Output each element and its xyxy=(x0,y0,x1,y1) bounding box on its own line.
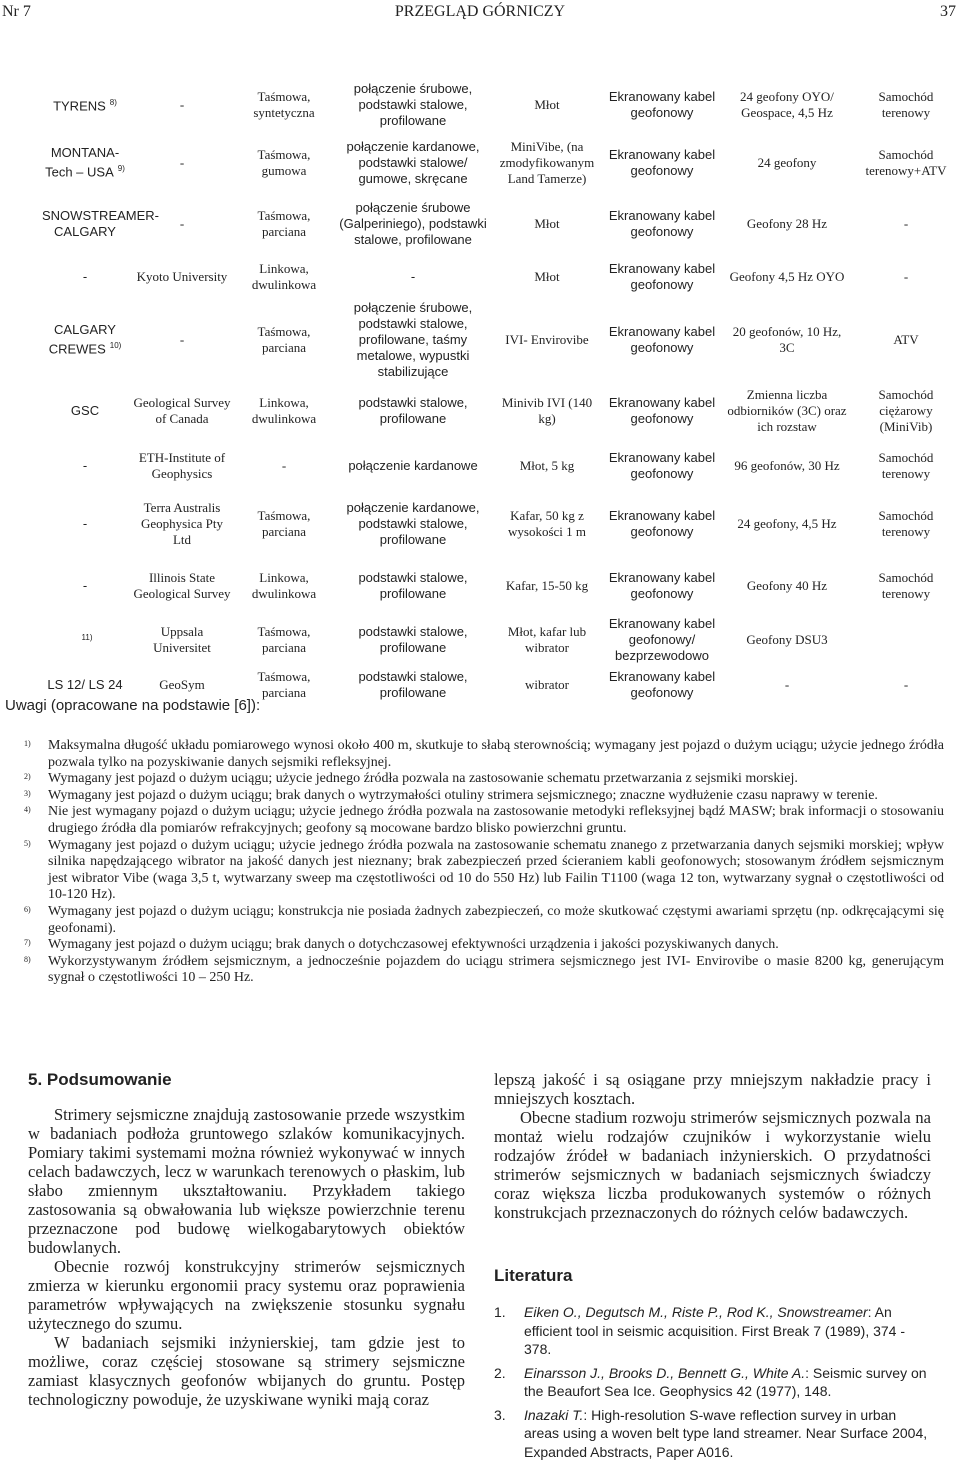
page-header xyxy=(0,3,960,25)
cell-streamer-type xyxy=(234,615,334,665)
cell-geophones xyxy=(722,74,852,135)
cell-institution xyxy=(130,440,234,492)
cell-text: podstawki stalowe, profilowane xyxy=(358,624,468,655)
cell-text: Geofony 4,5 Hz OYO xyxy=(729,269,845,284)
cell-text: Samochód terenowy xyxy=(878,450,934,481)
cell-text: Młot, kafar lub wibrator xyxy=(507,624,587,655)
cell-text: IVI- Envirovibe xyxy=(505,331,589,347)
cell-vehicle xyxy=(852,297,960,382)
cell-text: Kafar, 50 kg z wysokości 1 m xyxy=(508,508,586,539)
cell-institution xyxy=(130,74,234,135)
cell-text: - xyxy=(82,269,88,284)
cell-source xyxy=(492,556,602,615)
cell-geophone-mount xyxy=(334,297,492,382)
cell-geophones xyxy=(722,297,852,382)
cell-text: - xyxy=(903,269,909,284)
cell-text: - xyxy=(784,677,790,692)
cell-geophone-mount xyxy=(334,190,492,257)
cell-text: Samochód terenowy xyxy=(878,508,934,539)
cell-text: Ekranowany kabel geofonowy xyxy=(608,508,716,539)
cell-text: ATV xyxy=(893,331,919,347)
cell-source xyxy=(492,492,602,556)
cell-text: 24 geofony OYO/ Geospace, 4,5 Hz xyxy=(740,88,834,120)
cell-text: Geofony 28 Hz xyxy=(746,215,828,231)
cell-text: Uppsala Universitet xyxy=(153,624,211,655)
cell-text: Geofony 40 Hz xyxy=(746,577,828,593)
cell-text: wibrator xyxy=(524,677,570,692)
cell-text: TYRENS xyxy=(53,98,106,114)
journal-title: PRZEGLĄD GÓRNICZY xyxy=(394,3,566,20)
cell-streamer-type xyxy=(234,492,334,556)
footnote-text: Maksymalna długość układu pomiarowego wynosi około 400 m, skutkuje to słabą sterownością; wymagany jest pojazd o dużym uciągu; użycie jednego źródła pozwala tylko na pozyskiwanie danych sejsmiki refleksyjnej. xyxy=(48,738,944,770)
cell-vehicle xyxy=(852,665,960,705)
cell-system xyxy=(40,440,130,492)
cell-geophone-mount xyxy=(334,492,492,556)
cell-streamer-type xyxy=(234,556,334,615)
cell-source xyxy=(492,190,602,257)
footnote-text: Nie jest wymagany pojazd o dużym uciągu; użycie jednego źródła pozwala na zastosowanie metodyki refleksyjnej bądź MASW; brak informacji o stosowaniu drugiego źródła dla pomiarów refrakcyjnych; geofony są mocowane bardzo blisko powierzchni gruntu. xyxy=(48,804,944,836)
cell-text: MONTANA-Tech – USA xyxy=(45,144,120,180)
cell-geophone-mount xyxy=(334,440,492,492)
cell-geophones xyxy=(722,492,852,556)
cell-system xyxy=(40,190,159,257)
left-paragraphs xyxy=(28,1105,465,1409)
cell-text: połączenie śrubowe, podstawki stalowe, profilowane, taśmy metalowe, wypustki stabilizujące xyxy=(353,299,473,379)
cell-geophone-mount xyxy=(334,257,492,297)
footnote-ref: 11) xyxy=(81,633,93,643)
footnote xyxy=(24,771,944,788)
cell-text: 24 geofony xyxy=(757,154,817,170)
cell-text: Taśmowa, parciana xyxy=(257,624,311,655)
cell-text: Linkowa, dwulinkowa xyxy=(251,261,317,292)
footnote xyxy=(24,954,944,987)
footnote-number: 8) xyxy=(24,954,31,964)
cell-source xyxy=(492,665,602,705)
cell-text: - xyxy=(179,154,185,170)
cell-text: Ekranowany kabel geofonowy xyxy=(608,88,716,120)
cell-text: połączenie kardanowe, podstawki stalowe/ gumowe, skręcane xyxy=(346,138,480,186)
literature-title: Literatura xyxy=(494,1266,573,1285)
cell-text: 96 geofonów, 30 Hz xyxy=(734,458,840,473)
cell-vehicle xyxy=(852,135,960,190)
cell-text: - xyxy=(903,677,909,692)
cell-text: Ekranowany kabel geofonowy xyxy=(608,146,716,178)
cell-source xyxy=(492,257,602,297)
cell-system xyxy=(40,257,130,297)
reference xyxy=(494,1303,931,1359)
reference-authors: Eiken O., Degutsch M., Riste P., Rod K., Snowstreamer xyxy=(524,1304,868,1320)
cell-text: Taśmowa, gumowa xyxy=(257,146,311,178)
cell-text: - xyxy=(179,331,185,347)
cell-geophones xyxy=(722,135,852,190)
reference-number: 3. xyxy=(494,1406,506,1423)
paragraph: Strimery sejsmiczne znajdują zastosowanie przede wszystkim w badaniach podłoża gruntowego szlaków komunikacyjnych. Pomiary takimi systemami można również wykonywać w innych celach badawczych, lecz w warunkach terenowych o płaskim, lub słabo zmiennym ukształtowaniu. Przykładem takiego zastosowania są obwałowania lub większe powierzchnie terenu przeznaczone pod budowę wielkogabarytowych obiektów budowlanych. xyxy=(28,1105,465,1257)
reference-text: : High-resolution S-wave reflection survey in urban areas using a woven belt type land streamer. Near Surface 2004, Expanded Abstracts, Paper A016. xyxy=(524,1406,928,1460)
footnote xyxy=(24,804,944,837)
cell-vehicle xyxy=(852,492,960,556)
cell-geophone-mount xyxy=(334,382,492,440)
cell-text: - xyxy=(281,458,287,473)
cell-cable xyxy=(602,74,722,135)
cell-cable xyxy=(602,665,722,705)
cell-streamer-type xyxy=(234,382,334,440)
cell-text: - xyxy=(82,458,88,473)
cell-source xyxy=(492,297,602,382)
footnote xyxy=(24,738,944,771)
table-row xyxy=(40,190,960,257)
reference-text: : Seismic survey on the Beaufort Sea Ice. Geophysics 42 (1977), 148. xyxy=(524,1364,927,1399)
issue-number: Nr 7 xyxy=(2,3,31,20)
reference-authors: Inazaki T. xyxy=(524,1406,584,1423)
footnote-number: 4) xyxy=(24,805,31,815)
cell-institution xyxy=(130,556,234,615)
cell-text: SNOWSTREAMER-CALGARY xyxy=(42,207,159,239)
cell-text: Kyoto University xyxy=(136,269,228,284)
cell-text: Ekranowany kabel geofonowy xyxy=(608,569,716,601)
footnote-text: Wymagany jest pojazd o dużym uciągu; brak danych o dotychczasowej efektywności urządzenia i jakości pozyskiwanych danych. xyxy=(48,937,779,953)
footnote-text: Wymagany jest pojazd o dużym uciągu; użycie jednego źródła pozwala na zastosowanie schematu znanego z przetwarzania danych sejsmiki morskiej; wpływ silnika napędzającego wibrator na jakość danych jest nieznany; brak zabezpieczeń przed ścieraniem kabli geofonowych; stosowanym źródłem sejsmicznym jest wibrator Vibe (waga 3,5 t, wytwarzany sweep ma częstotliwości od 10 do 550 Hz) lub Failin T1100 (waga 12 ton, wytwarzany sygnał o częstotliwości od 10-120 Hz). xyxy=(48,837,944,903)
footnotes xyxy=(24,738,944,987)
footnote-number: 2) xyxy=(24,772,31,782)
footnote xyxy=(24,788,944,805)
cell-cable xyxy=(602,440,722,492)
cell-text: MiniVibe, (na zmodyfikowanym Land Tamerze) xyxy=(499,138,595,186)
reference-number: 1. xyxy=(494,1304,506,1320)
paragraph: Obecnie rozwój konstrukcyjny strimerów sejsmicznych zmierza w kierunku ergonomii pracy systemu oraz poprawienia parametrów wpływających na zwiększenie stosunku sygnału użytecznego do szumu. xyxy=(28,1257,465,1333)
cell-institution xyxy=(130,297,234,382)
cell-source xyxy=(492,440,602,492)
cell-system xyxy=(40,135,130,190)
footnote-number: 1) xyxy=(24,739,31,748)
cell-geophones xyxy=(722,556,852,615)
footnote-number: 6) xyxy=(24,904,31,914)
cell-vehicle xyxy=(852,615,960,665)
cell-text: ETH-Institute of Geophysics xyxy=(138,450,226,481)
cell-vehicle xyxy=(852,257,960,297)
cell-vehicle xyxy=(852,382,960,440)
cell-text: podstawki stalowe, profilowane xyxy=(358,395,468,426)
cell-vehicle xyxy=(852,440,960,492)
cell-text: Illinois State Geological Survey xyxy=(133,569,231,601)
cell-text: Młot xyxy=(534,269,560,284)
cell-text: Taśmowa, parciana xyxy=(257,669,311,700)
paragraph: W badaniach sejsmiki inżynierskiej, tam gdzie jest to możliwe, coraz częściej stosowane są strimery sejsmiczne zamiast klasycznych geofonów wbijanych do gruntu. Postęp technologiczny powoduje, że uzyskiwane wyniki mają coraz xyxy=(28,1333,465,1409)
cell-text: Ekranowany kabel geofonowy xyxy=(608,395,716,426)
cell-system xyxy=(40,297,130,382)
cell-cable xyxy=(602,615,722,665)
cell-text: Linkowa, dwulinkowa xyxy=(251,395,317,426)
cell-geophones xyxy=(722,440,852,492)
cell-text: Samochód terenowy xyxy=(878,88,934,120)
table-row xyxy=(40,257,960,297)
table-body xyxy=(40,74,960,705)
cell-text: Kafar, 15-50 kg xyxy=(505,577,589,593)
cell-text: Młot xyxy=(534,215,560,231)
cell-streamer-type xyxy=(234,297,334,382)
footnote-number: 5) xyxy=(24,838,31,848)
cell-cable xyxy=(602,135,722,190)
footnote-number: 7) xyxy=(24,938,31,948)
cell-text: Ekranowany kabel geofonowy xyxy=(608,207,716,239)
cell-text: Geofony DSU3 xyxy=(746,632,828,647)
cell-geophones xyxy=(722,615,852,665)
cell-text: - xyxy=(82,516,88,531)
cell-vehicle xyxy=(852,556,960,615)
cell-institution xyxy=(130,492,234,556)
table-row xyxy=(40,74,960,135)
cell-text: 24 geofony, 4,5 Hz xyxy=(737,516,837,531)
footnote xyxy=(24,937,944,954)
cell-text: podstawki stalowe, profilowane xyxy=(358,569,468,601)
cell-geophone-mount xyxy=(334,665,492,705)
cell-text: Zmienna liczba odbiorników (3C) oraz ich rozstaw xyxy=(727,387,847,434)
cell-text: - xyxy=(179,96,185,112)
cell-institution xyxy=(130,190,234,257)
cell-source xyxy=(492,382,602,440)
cell-text: Samochód ciężarowy (MiniVib) xyxy=(878,387,934,434)
reference xyxy=(494,1406,931,1462)
notes-heading: Uwagi (opracowane na podstawie [6]): xyxy=(5,697,261,714)
cell-text: Młot xyxy=(534,96,560,112)
cell-text: Ekranowany kabel geofonowy xyxy=(608,669,716,700)
cell-cable xyxy=(602,257,722,297)
reference-list xyxy=(494,1303,931,1461)
cell-system xyxy=(40,74,130,135)
cell-text: GeoSym xyxy=(159,677,205,692)
right-paragraphs xyxy=(494,1108,931,1222)
cell-institution xyxy=(130,135,234,190)
cell-text: - xyxy=(179,215,185,231)
cell-text: CALGARY CREWES xyxy=(48,321,116,357)
cell-text: - xyxy=(903,215,909,231)
cell-text: Młot, 5 kg xyxy=(519,458,575,473)
cell-geophone-mount xyxy=(334,556,492,615)
cell-geophone-mount xyxy=(334,615,492,665)
cell-streamer-type xyxy=(234,440,334,492)
cell-streamer-type xyxy=(234,190,334,257)
cell-geophones xyxy=(722,382,852,440)
footnote-ref: 8) xyxy=(109,97,117,107)
cell-text: podstawki stalowe, profilowane xyxy=(358,669,468,700)
cell-text: Terra Australis Geophysica Pty Ltd xyxy=(141,500,223,547)
footnote-text: Wymagany jest pojazd o dużym uciągu; konstrukcja nie posiada żadnych zabezpieczeń, co może skutkować częstymi awariami sprzętu (np. odkręcającymi się geofonami). xyxy=(48,903,944,936)
footnote-number: 3) xyxy=(24,788,31,798)
cell-source xyxy=(492,135,602,190)
cell-text: Geological Survey of Canada xyxy=(133,395,231,426)
cell-cable xyxy=(602,297,722,382)
cell-system xyxy=(40,382,130,440)
left-column xyxy=(28,1070,465,1409)
continuation-paragraph: lepszą jakość i są osiągane przy mniejszym nakładzie pracy i mniejszych kosztach. xyxy=(494,1070,931,1108)
cell-streamer-type xyxy=(234,74,334,135)
footnote-ref: 9) xyxy=(117,163,125,173)
reference xyxy=(494,1364,931,1401)
streamer-comparison-table xyxy=(40,74,960,705)
cell-institution xyxy=(130,615,234,665)
cell-vehicle xyxy=(852,190,960,257)
footnote-text: Wymagany jest pojazd o dużym uciągu; użycie jednego źródła pozwala na zastosowanie schematu przetwarzania z sejsmiki morskiej. xyxy=(48,771,798,787)
cell-cable xyxy=(602,492,722,556)
cell-text: Linkowa, dwulinkowa xyxy=(251,569,317,601)
table-row xyxy=(40,615,960,665)
cell-geophone-mount xyxy=(334,74,492,135)
cell-text: Taśmowa, parciana xyxy=(257,323,311,355)
cell-text: - xyxy=(82,577,88,593)
cell-text: Ekranowany kabel geofonowy xyxy=(608,323,716,355)
cell-geophone-mount xyxy=(334,135,492,190)
footnote xyxy=(24,838,944,904)
page-number: 37 xyxy=(940,3,956,20)
cell-text: Ekranowany kabel geofonowy/ bezprzewodowo xyxy=(608,616,716,663)
cell-text: Minivib IVI (140 kg) xyxy=(501,395,593,426)
cell-text: Taśmowa, parciana xyxy=(257,207,311,239)
cell-text: Ekranowany kabel geofonowy xyxy=(608,450,716,481)
paragraph: Obecne stadium rozwoju strimerów sejsmicznych pozwala na montaż wielu rodzajów czujników i wykorzystanie wielu rodzajów źródeł w badaniach inżynierskich. O przydatności strimerów sejsmicznych w badaniach sejsmicznych świadczy coraz większa liczba produkowanych systemów o różnych konstrukcjach przeznaczonych do różnych celów badawczych. xyxy=(494,1108,931,1222)
reference-text: : An efficient tool in seismic acquisition. First Break 7 (1989), 374 - 378. xyxy=(524,1304,906,1357)
cell-geophones xyxy=(722,257,852,297)
cell-geophones xyxy=(722,665,852,705)
table-row xyxy=(40,556,960,615)
cell-text: połączenie śrubowe, podstawki stalowe, profilowane xyxy=(353,80,473,128)
footnote-ref: 10) xyxy=(109,340,122,350)
cell-text: Samochód terenowy+ATV xyxy=(865,146,947,178)
table-row xyxy=(40,135,960,190)
table-row xyxy=(40,440,960,492)
table-row xyxy=(40,382,960,440)
section-title: 5. Podsumowanie xyxy=(28,1070,172,1089)
cell-system xyxy=(40,615,130,665)
cell-text: połączenie kardanowe xyxy=(348,458,478,473)
reference-authors: Einarsson J., Brooks D., Bennett G., White A. xyxy=(524,1364,806,1381)
cell-text: Ekranowany kabel geofonowy xyxy=(608,261,716,292)
table-row xyxy=(40,297,960,382)
cell-streamer-type xyxy=(234,135,334,190)
cell-text: GSC xyxy=(70,403,100,418)
cell-cable xyxy=(602,382,722,440)
cell-vehicle xyxy=(852,74,960,135)
cell-institution xyxy=(130,257,234,297)
footnote xyxy=(24,904,944,937)
cell-text: Taśmowa, parciana xyxy=(257,508,311,539)
cell-streamer-type xyxy=(234,257,334,297)
right-column xyxy=(494,1070,931,1466)
reference-number: 2. xyxy=(494,1364,506,1381)
cell-institution xyxy=(130,382,234,440)
cell-geophones xyxy=(722,190,852,257)
cell-cable xyxy=(602,556,722,615)
cell-text: połączenie kardanowe, podstawki stalowe, profilowane xyxy=(346,500,480,547)
cell-text: - xyxy=(410,269,416,284)
footnote-text: Wykorzystywanym źródłem sejsmicznym, a jednocześnie pojazdem do uciągu strimera sejsmicznego jest IVI- Envirovibe o masie 8200 kg, generującym sygnał o częstotliwości 10 – 250 Hz. xyxy=(48,953,944,986)
cell-system xyxy=(40,492,130,556)
cell-text: połączenie śrubowe (Galperiniego), podstawki stalowe, profilowane xyxy=(339,199,487,247)
table-row xyxy=(40,492,960,556)
cell-system xyxy=(40,556,130,615)
cell-text: Samochód terenowy xyxy=(878,569,934,601)
cell-text: 20 geofonów, 10 Hz, 3C xyxy=(732,323,842,355)
cell-source xyxy=(492,74,602,135)
footnote-text: Wymagany jest pojazd o dużym uciągu; brak danych o wytrzymałości otuliny strimera sejsmicznego; znaczne wydłużenie czasu naprawy w terenie. xyxy=(48,787,878,803)
cell-text: LS 12/ LS 24 xyxy=(47,677,123,692)
cell-cable xyxy=(602,190,722,257)
cell-text: Taśmowa, syntetyczna xyxy=(253,88,315,120)
cell-source xyxy=(492,615,602,665)
